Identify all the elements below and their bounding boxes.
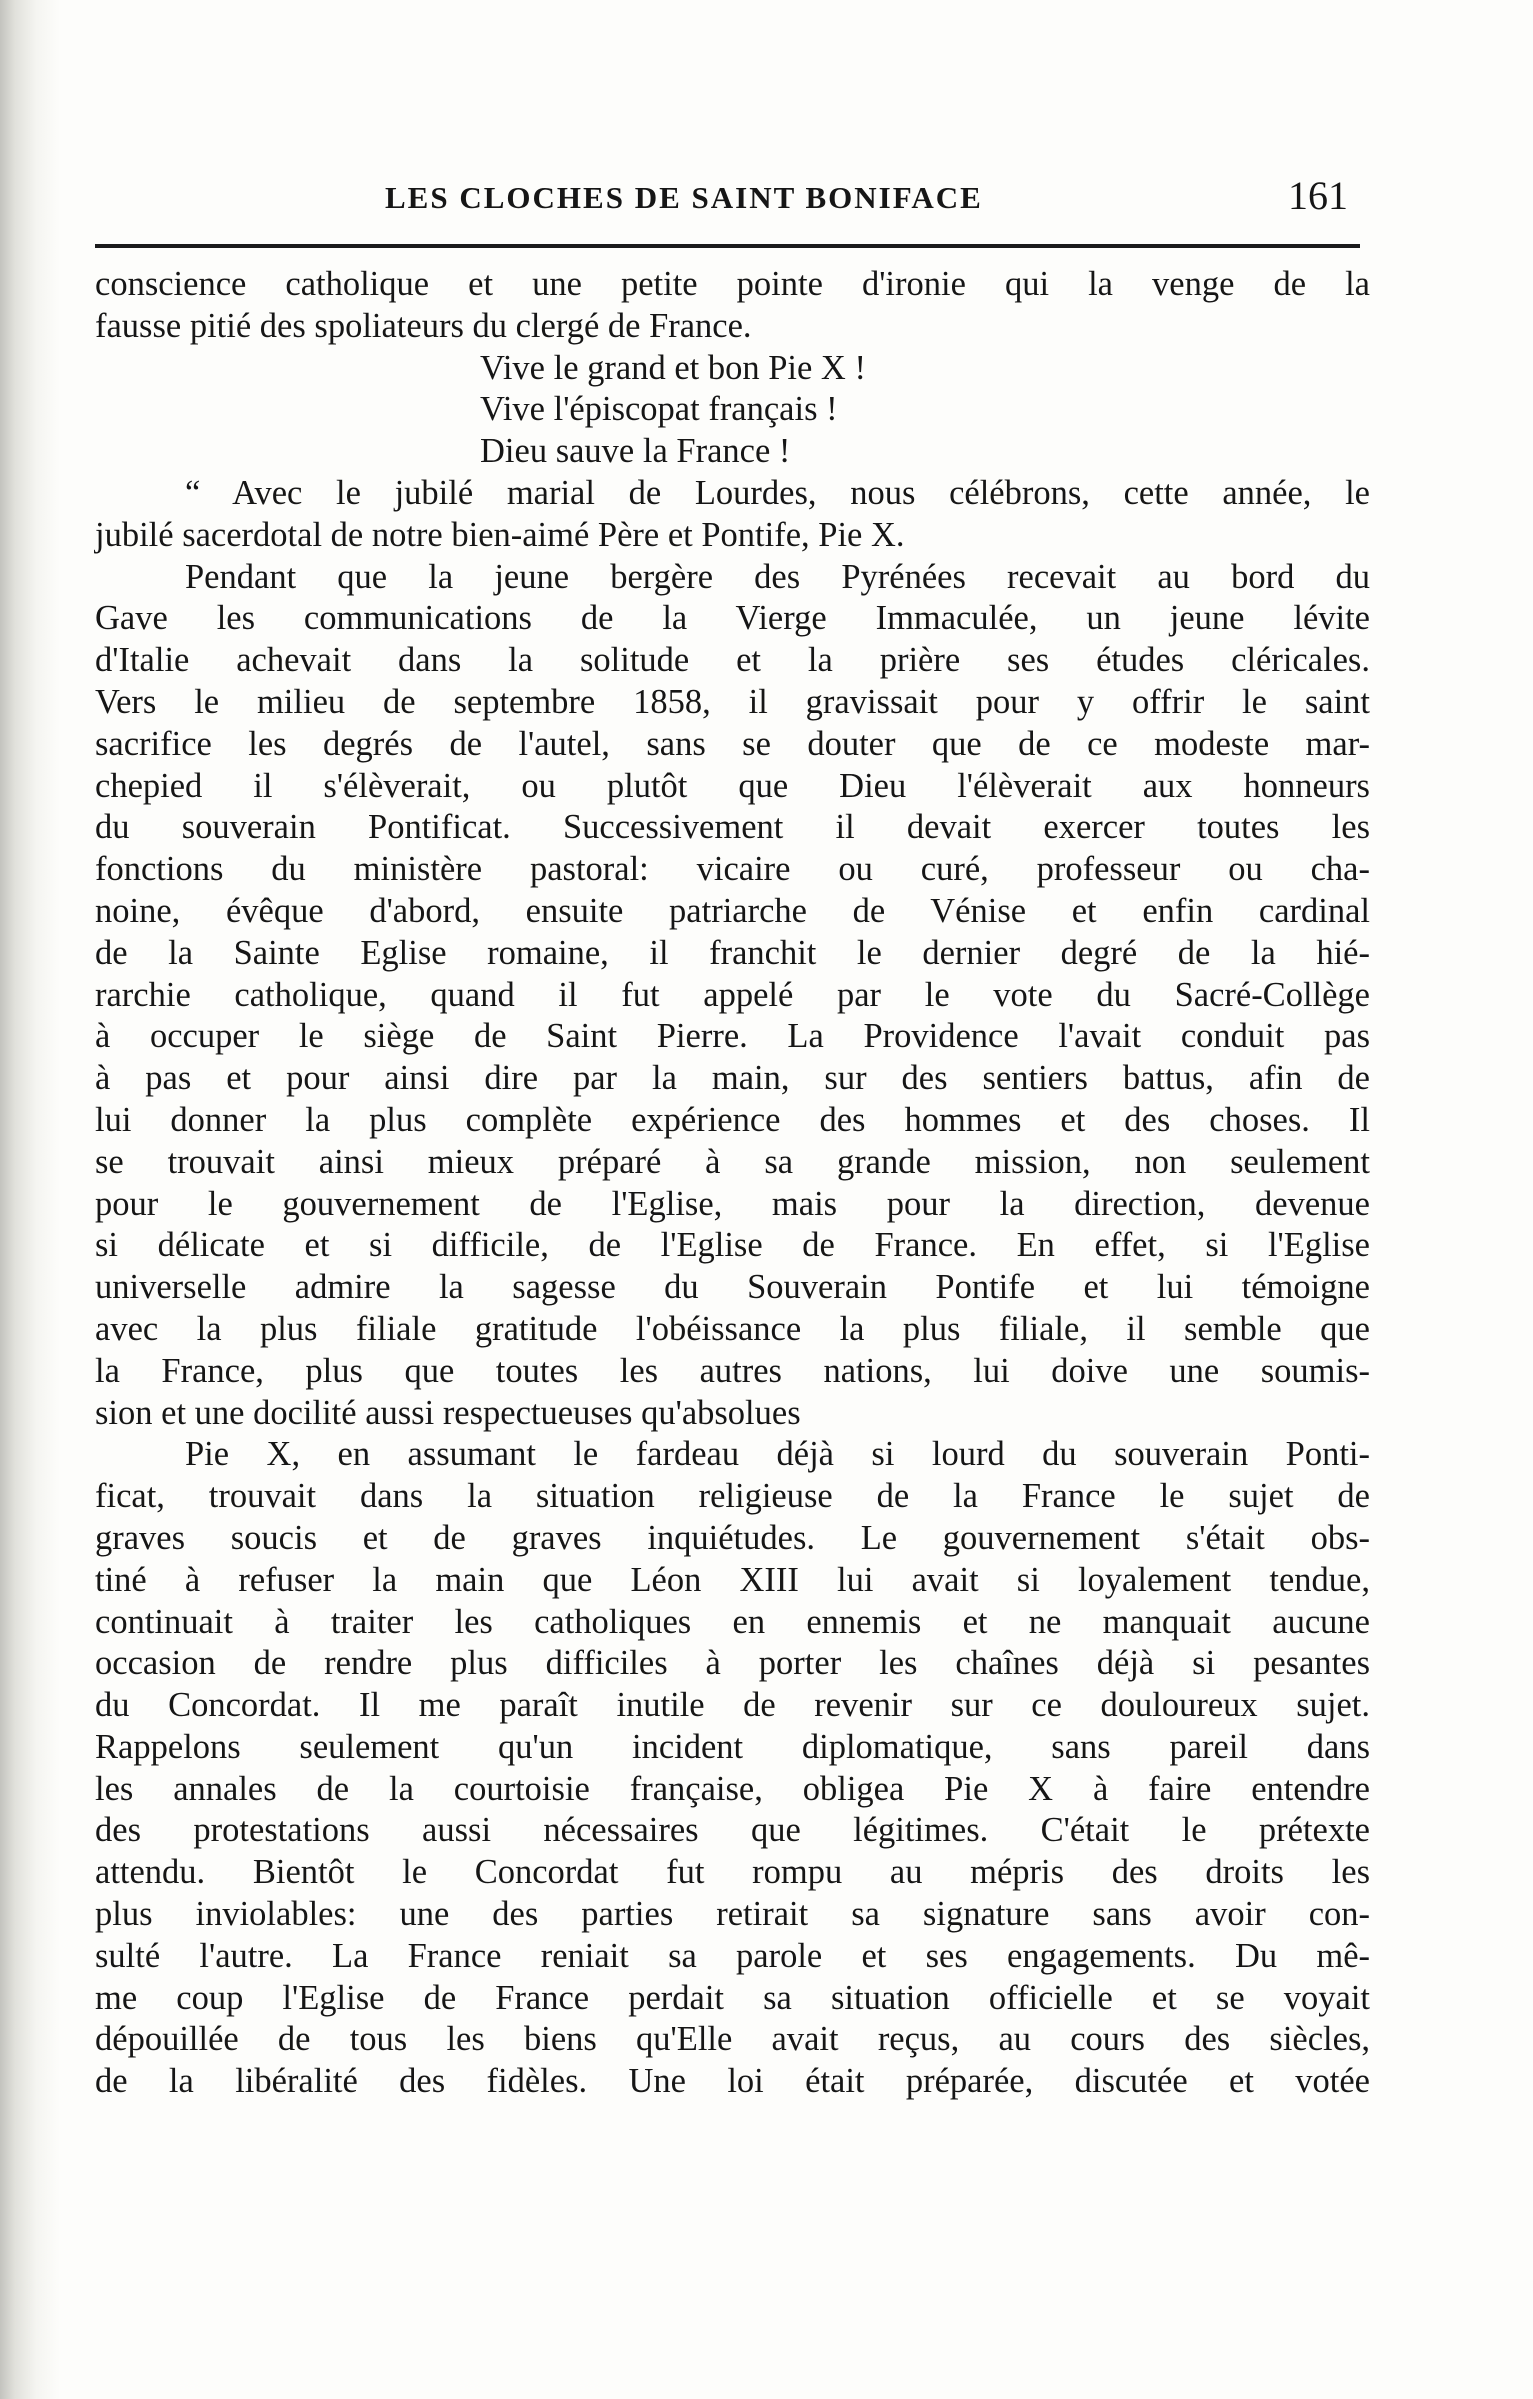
text-line: Pendant que la jeune bergère des Pyrénées recevait au bord du <box>185 557 1370 596</box>
text-line: les annales de la courtoisie française, obligea Pie X à faire entendre <box>95 1769 1370 1808</box>
text-line: fonctions du ministère pastoral: vicaire ou curé, professeur ou cha- <box>95 850 1370 889</box>
text-line: continuait à traiter les catholiques en ennemis et ne manquait aucune <box>95 1602 1370 1641</box>
text-line: sion et une docilité aussi respectueuses qu'absolues <box>95 1393 801 1432</box>
scanned-page-edge <box>0 0 60 2399</box>
text-line: conscience catholique et une petite pointe d'ironie qui la venge de la <box>95 265 1370 303</box>
verse-line: Vive le grand et bon Pie X ! <box>480 348 866 387</box>
text-line: des protestations aussi nécessaires que légitimes. C'était le prétexte <box>95 1811 1370 1850</box>
text-line: ficat, trouvait dans la situation religieuse de la France le sujet de <box>95 1477 1370 1516</box>
text-line: sacrifice les degrés de l'autel, sans se douter que de ce modeste mar- <box>95 724 1370 763</box>
page-header <box>95 172 1360 232</box>
text-line: Pie X, en assumant le fardeau déjà si lourd du souverain Ponti- <box>185 1435 1370 1474</box>
text-line: de la Sainte Eglise romaine, il franchit le dernier degré de la hié- <box>95 933 1370 972</box>
text-line: Vers le milieu de septembre 1858, il gravissait pour y offrir le saint <box>95 682 1370 721</box>
text-line: si délicate et si difficile, de l'Eglise de France. En effet, si l'Eglise <box>95 1226 1370 1265</box>
text-line: du Concordat. Il me paraît inutile de revenir sur ce douloureux sujet. <box>95 1686 1370 1725</box>
text-line: sulté l'autre. La France reniait sa parole et ses engagements. Du mê- <box>95 1936 1370 1975</box>
text-line: graves soucis et de graves inquiétudes. Le gouvernement s'était obs- <box>95 1518 1370 1557</box>
text-line: la France, plus que toutes les autres nations, lui doive une soumis- <box>95 1351 1370 1390</box>
text-line: “ Avec le jubilé marial de Lourdes, nous célébrons, cette année, le <box>185 473 1370 512</box>
running-title: LES CLOCHES DE SAINT BONIFACE <box>385 180 983 215</box>
header-rule <box>95 244 1360 248</box>
text-line: plus inviolables: une des parties retirait sa signature sans avoir con- <box>95 1895 1370 1934</box>
text-line: de la libéralité des fidèles. Une loi était préparée, discutée et votée <box>95 2062 1370 2101</box>
text-line: fausse pitié des spoliateurs du clergé de France. <box>95 306 752 345</box>
text-line: chepied il s'élèverait, ou plutôt que Dieu l'élèverait aux honneurs <box>95 766 1370 805</box>
text-line: à occuper le siège de Saint Pierre. La Providence l'avait conduit pas <box>95 1017 1370 1056</box>
text-line: rarchie catholique, quand il fut appelé par le vote du Sacré-Collège <box>95 975 1370 1014</box>
text-line: noine, évêque d'abord, ensuite patriarche de Vénise et enfin cardinal <box>95 891 1370 930</box>
body-text <box>95 264 1370 2103</box>
text-line: du souverain Pontificat. Successivement il devait exercer toutes les <box>95 808 1370 847</box>
text-line: se trouvait ainsi mieux préparé à sa grande mission, non seulement <box>95 1142 1370 1181</box>
verse-line: Vive l'épiscopat français ! <box>480 390 838 429</box>
text-line: pour le gouvernement de l'Eglise, mais pour la direction, devenue <box>95 1184 1370 1223</box>
verse-line: Dieu sauve la France ! <box>480 432 791 471</box>
text-line: me coup l'Eglise de France perdait sa situation officielle et se voyait <box>95 1978 1370 2017</box>
page-number: 161 <box>1288 173 1348 218</box>
text-line: jubilé sacerdotal de notre bien-aimé Père et Pontife, Pie X. <box>95 515 905 554</box>
text-line: tiné à refuser la main que Léon XIII lui avait si loyalement tendue, <box>95 1560 1370 1599</box>
text-line: Rappelons seulement qu'un incident diplomatique, sans pareil dans <box>95 1727 1370 1766</box>
text-line: à pas et pour ainsi dire par la main, sur des sentiers battus, afin de <box>95 1059 1370 1098</box>
text-line: dépouillée de tous les biens qu'Elle avait reçus, au cours des siècles, <box>95 2020 1370 2059</box>
text-line: universelle admire la sagesse du Souverain Pontife et lui témoigne <box>95 1268 1370 1307</box>
text-line: Gave les communications de la Vierge Immaculée, un jeune lévite <box>95 599 1370 638</box>
text-line: lui donner la plus complète expérience des hommes et des choses. Il <box>95 1100 1370 1139</box>
text-line: occasion de rendre plus difficiles à porter les chaînes déjà si pesantes <box>95 1644 1370 1683</box>
text-line: attendu. Bientôt le Concordat fut rompu au mépris des droits les <box>95 1853 1370 1892</box>
text-line: avec la plus filiale gratitude l'obéissance la plus filiale, il semble que <box>95 1309 1370 1348</box>
text-line: d'Italie achevait dans la solitude et la prière ses études cléricales. <box>95 641 1370 680</box>
